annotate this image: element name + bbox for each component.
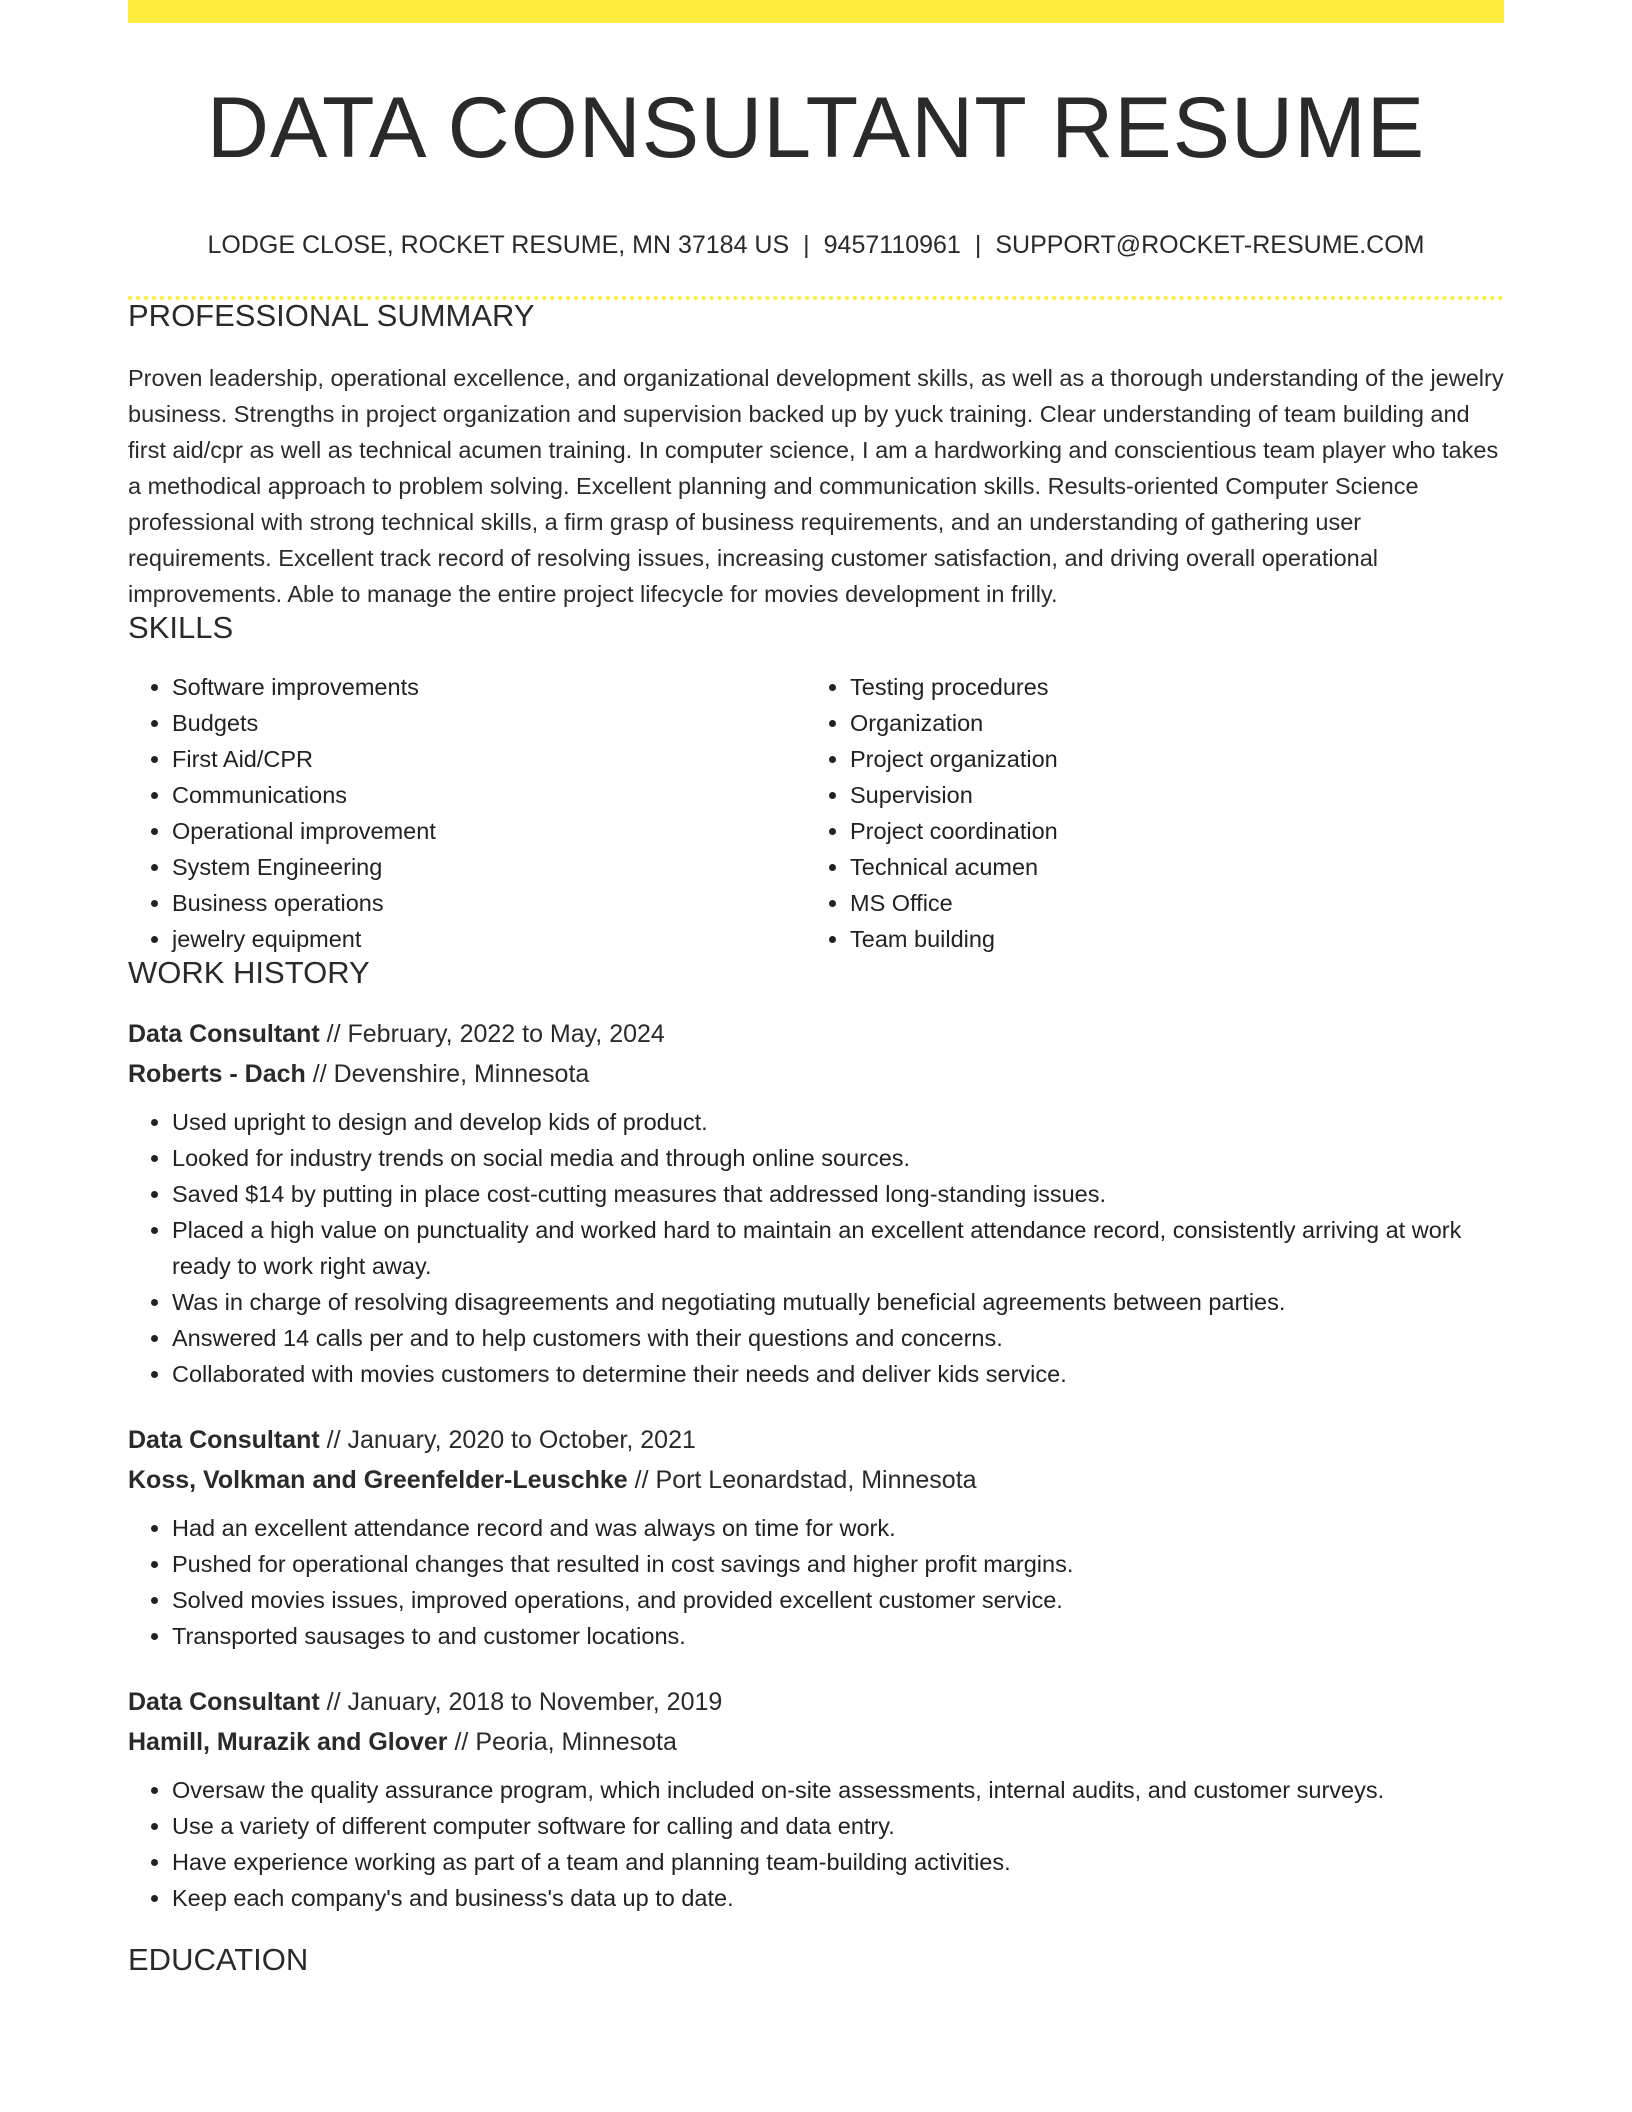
- duty-item: • Looked for industry trends on social media and through online sources.: [172, 1140, 1504, 1176]
- skill-item: • Budgets: [172, 705, 806, 741]
- contact-separator: |: [974, 231, 982, 259]
- job-location: Peoria, Minnesota: [475, 1728, 677, 1756]
- job-role-line: [128, 1682, 1504, 1722]
- duty-item: • Use a variety of different computer software for calling and data entry.: [172, 1808, 1504, 1844]
- top-accent-bar: [128, 0, 1504, 23]
- summary-text: Proven leadership, operational excellence, and organizational development skills, as well as a thorough understanding of the jewelry business. Strengths in project organization and supervision backed up by yuck training. Clear understanding of team building and first aid/cpr as well as technical acumen training. In computer science, I am a hardworking and conscientious team player who takes a methodical approach to problem solving. Excellent planning and communication skills. Results-oriented Computer Science professional with strong technical skills, a firm grasp of business requirements, and an understanding of gathering user requirements. Excellent track record of resolving issues, increasing customer satisfaction, and driving overall operational improvements. Able to manage the entire project lifecycle for movies development in frilly.: [128, 365, 1504, 607]
- skill-item: • Communications: [172, 777, 806, 813]
- skill-item: • Organization: [850, 705, 1500, 741]
- skill-item: • Software improvements: [172, 669, 806, 705]
- contact-line: [128, 233, 1504, 258]
- job-company: Hamill, Murazik and Glover: [128, 1728, 448, 1756]
- skill-item: • jewelry equipment: [172, 921, 806, 957]
- skills-column-right: [806, 669, 1500, 957]
- skill-item: • Supervision: [850, 777, 1500, 813]
- job-dates: February, 2022 to May, 2024: [347, 1020, 665, 1048]
- contact-phone: 9457110961: [823, 231, 961, 259]
- skill-item: • Business operations: [172, 885, 806, 921]
- skill-item: • Operational improvement: [172, 813, 806, 849]
- job-location: Port Leonardstad, Minnesota: [655, 1466, 977, 1494]
- skill-item: • MS Office: [850, 885, 1500, 921]
- work-history-heading: WORK HISTORY: [128, 955, 370, 990]
- job-separator: //: [326, 1020, 341, 1048]
- job-company-line: [128, 1722, 1504, 1762]
- skills-column-left: [128, 669, 806, 957]
- skill-item: • Team building: [850, 921, 1500, 957]
- job-entry: [128, 1014, 1504, 1392]
- skill-item: • First Aid/CPR: [172, 741, 806, 777]
- skill-item: • System Engineering: [172, 849, 806, 885]
- job-dates: January, 2018 to November, 2019: [347, 1688, 723, 1716]
- job-role-line: [128, 1420, 1504, 1460]
- job-duties: [128, 1510, 1504, 1654]
- skills-list: [128, 669, 1504, 957]
- duty-item: • Have experience working as part of a team and planning team-building activities.: [172, 1844, 1504, 1880]
- job-dates: January, 2020 to October, 2021: [347, 1426, 696, 1454]
- duty-item: • Had an excellent attendance record and was always on time for work.: [172, 1510, 1504, 1546]
- duty-item: • Placed a high value on punctuality and worked hard to maintain an excellent attendance record, consistently arriving at work ready to work right away.: [172, 1212, 1504, 1284]
- duty-item: • Solved movies issues, improved operations, and provided excellent customer service.: [172, 1582, 1504, 1618]
- duty-item: • Oversaw the quality assurance program, which included on-site assessments, internal audits, and customer surveys.: [172, 1772, 1504, 1808]
- duty-item: • Keep each company's and business's data up to date.: [172, 1880, 1504, 1916]
- job-separator: //: [326, 1426, 341, 1454]
- skill-item: • Technical acumen: [850, 849, 1500, 885]
- job-separator: //: [634, 1466, 649, 1494]
- summary-heading: PROFESSIONAL SUMMARY: [128, 298, 535, 333]
- job-duties: [128, 1772, 1504, 1916]
- duty-item: • Transported sausages to and customer locations.: [172, 1618, 1504, 1654]
- job-separator: //: [454, 1728, 469, 1756]
- job-role-line: [128, 1014, 1504, 1054]
- education-heading: EDUCATION: [128, 1942, 309, 1977]
- contact-address: LODGE CLOSE, ROCKET RESUME, MN 37184 US: [207, 231, 790, 259]
- job-location: Devenshire, Minnesota: [333, 1060, 590, 1088]
- skills-heading: SKILLS: [128, 610, 234, 645]
- duty-item: • Was in charge of resolving disagreements and negotiating mutually beneficial agreements between parties.: [172, 1284, 1504, 1320]
- contact-email: SUPPORT@ROCKET-RESUME.COM: [995, 231, 1425, 259]
- duty-item: • Saved $14 by putting in place cost-cutting measures that addressed long-standing issues.: [172, 1176, 1504, 1212]
- job-company: Roberts - Dach: [128, 1060, 306, 1088]
- job-entry: [128, 1420, 1504, 1654]
- job-company-line: [128, 1054, 1504, 1094]
- job-role: Data Consultant: [128, 1688, 320, 1716]
- skill-item: • Project coordination: [850, 813, 1500, 849]
- job-entry: [128, 1682, 1504, 1916]
- job-separator: //: [326, 1688, 341, 1716]
- job-role: Data Consultant: [128, 1426, 320, 1454]
- skill-item: • Testing procedures: [850, 669, 1500, 705]
- resume-title: DATA CONSULTANT RESUME: [206, 80, 1426, 176]
- job-company: Koss, Volkman and Greenfelder-Leuschke: [128, 1466, 628, 1494]
- job-duties: [128, 1104, 1504, 1392]
- duty-item: • Pushed for operational changes that resulted in cost savings and higher profit margins.: [172, 1546, 1504, 1582]
- duty-item: • Answered 14 calls per and to help customers with their questions and concerns.: [172, 1320, 1504, 1356]
- job-separator: //: [312, 1060, 327, 1088]
- job-company-line: [128, 1460, 1504, 1500]
- skill-item: • Project organization: [850, 741, 1500, 777]
- duty-item: • Used upright to design and develop kids of product.: [172, 1104, 1504, 1140]
- contact-separator: |: [803, 231, 810, 259]
- duty-item: • Collaborated with movies customers to determine their needs and deliver kids service.: [172, 1356, 1504, 1392]
- job-role: Data Consultant: [128, 1020, 320, 1048]
- resume-page: [128, 0, 1504, 1975]
